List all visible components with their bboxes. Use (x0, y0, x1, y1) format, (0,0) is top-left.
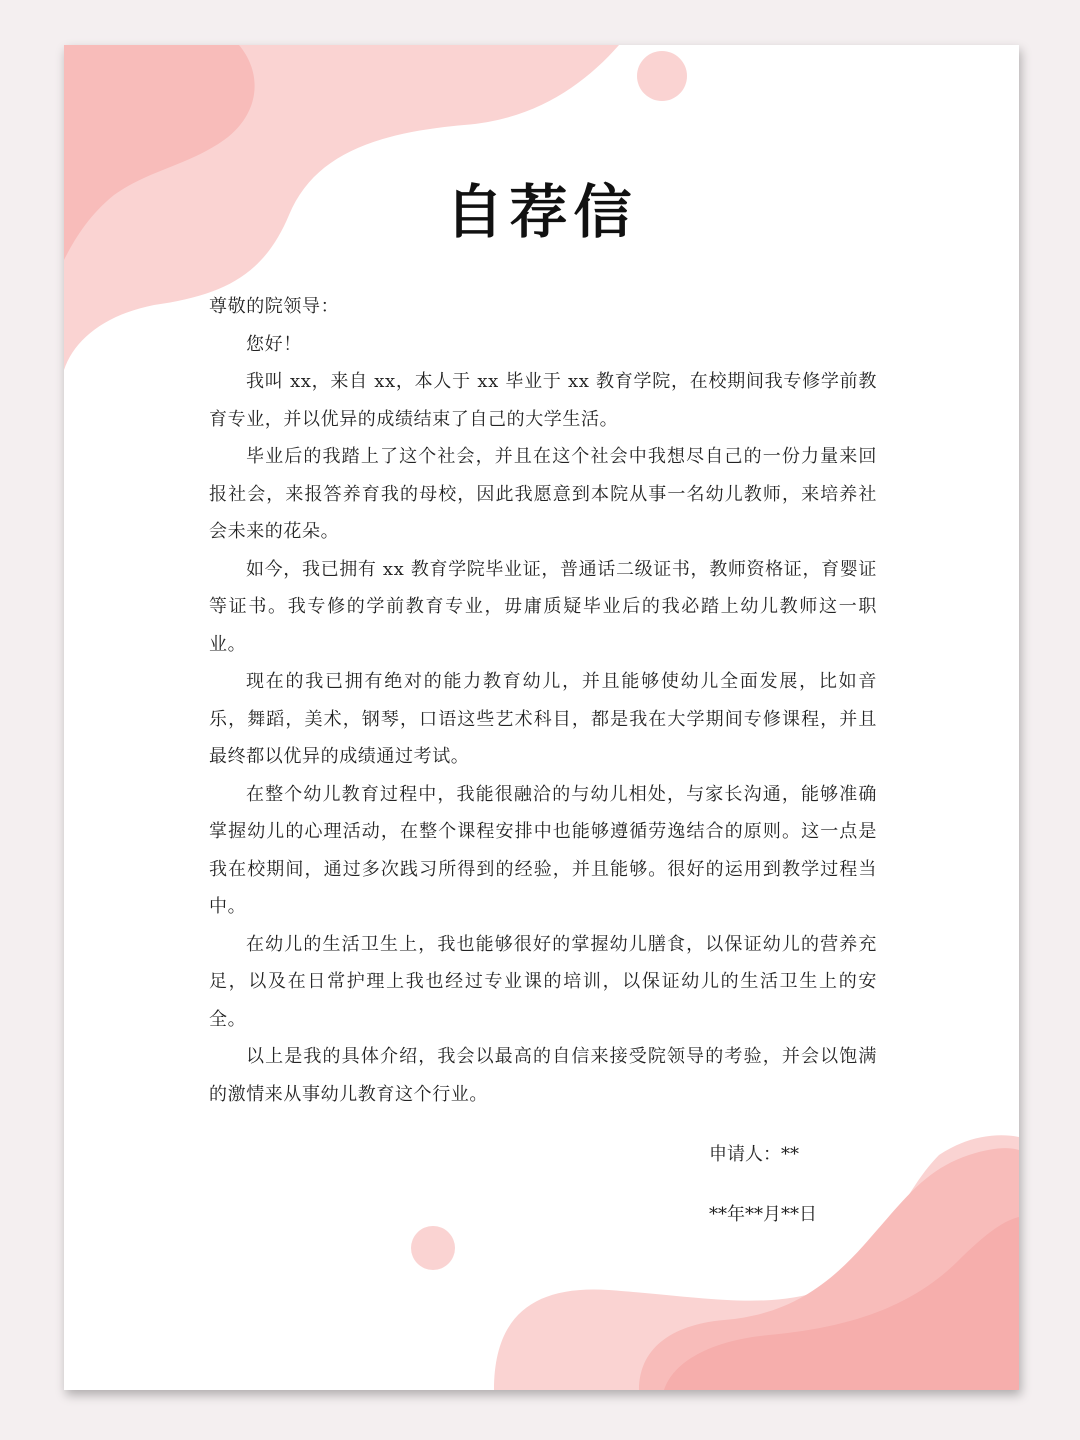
signature-block (709, 1137, 817, 1257)
paragraph: 现在的我已拥有绝对的能力教育幼儿，并且能够使幼儿全面发展，比如音乐，舞蹈，美术，钢琴，口语这些艺术科目，都是我在大学期间专修课程，并且最终都以优异的成绩通过考试。 (209, 671, 877, 767)
letter-body (209, 288, 877, 1113)
applicant-line: 申请人：** (709, 1144, 799, 1165)
bottom-circle (411, 1226, 455, 1270)
paragraph: 以上是我的具体介绍，我会以最高的自信来接受院领导的考验，并会以饱满的激情来从事幼儿教育这个行业。 (209, 1046, 877, 1105)
paragraph: 如今，我已拥有 xx 教育学院毕业证，普通话二级证书，教师资格证，育婴证等证书。我专修的学前教育专业，毋庸质疑毕业后的我必踏上幼儿教师这一职业。 (209, 558, 877, 655)
greeting: 您好！ (246, 333, 302, 355)
paragraph: 毕业后的我踏上了这个社会，并且在这个社会中我想尽自己的一份力量来回报社会，来报答养育我的母校，因此我愿意到本院从事一名幼儿教师，来培养社会未来的花朵。 (209, 446, 877, 542)
paragraph: 我叫 xx，来自 xx，本人于 xx 毕业于 xx 教育学院，在校期间我专修学前教育专业，并以优异的成绩结束了自己的大学生活。 (209, 371, 877, 430)
date-line: **年**月**日 (709, 1204, 817, 1225)
paragraph: 在幼儿的生活卫生上，我也能够很好的掌握幼儿膳食，以保证幼儿的营养充足，以及在日常护理上我也经过专业课的培训，以保证幼儿的生活卫生上的安全。 (209, 933, 877, 1030)
letter-title: 自荐信 (445, 178, 638, 246)
salutation: 尊敬的院领导： (209, 296, 340, 317)
letter-paper (64, 45, 1019, 1390)
paragraph: 在整个幼儿教育过程中，我能很融洽的与幼儿相处，与家长沟通，能够准确掌握幼儿的心理活动，在整个课程安排中也能够遵循劳逸结合的原则。这一点是我在校期间，通过多次践习所得到的经验，并且能够。很好的运用到教学过程当中。 (209, 783, 877, 917)
top-circle (637, 51, 687, 101)
